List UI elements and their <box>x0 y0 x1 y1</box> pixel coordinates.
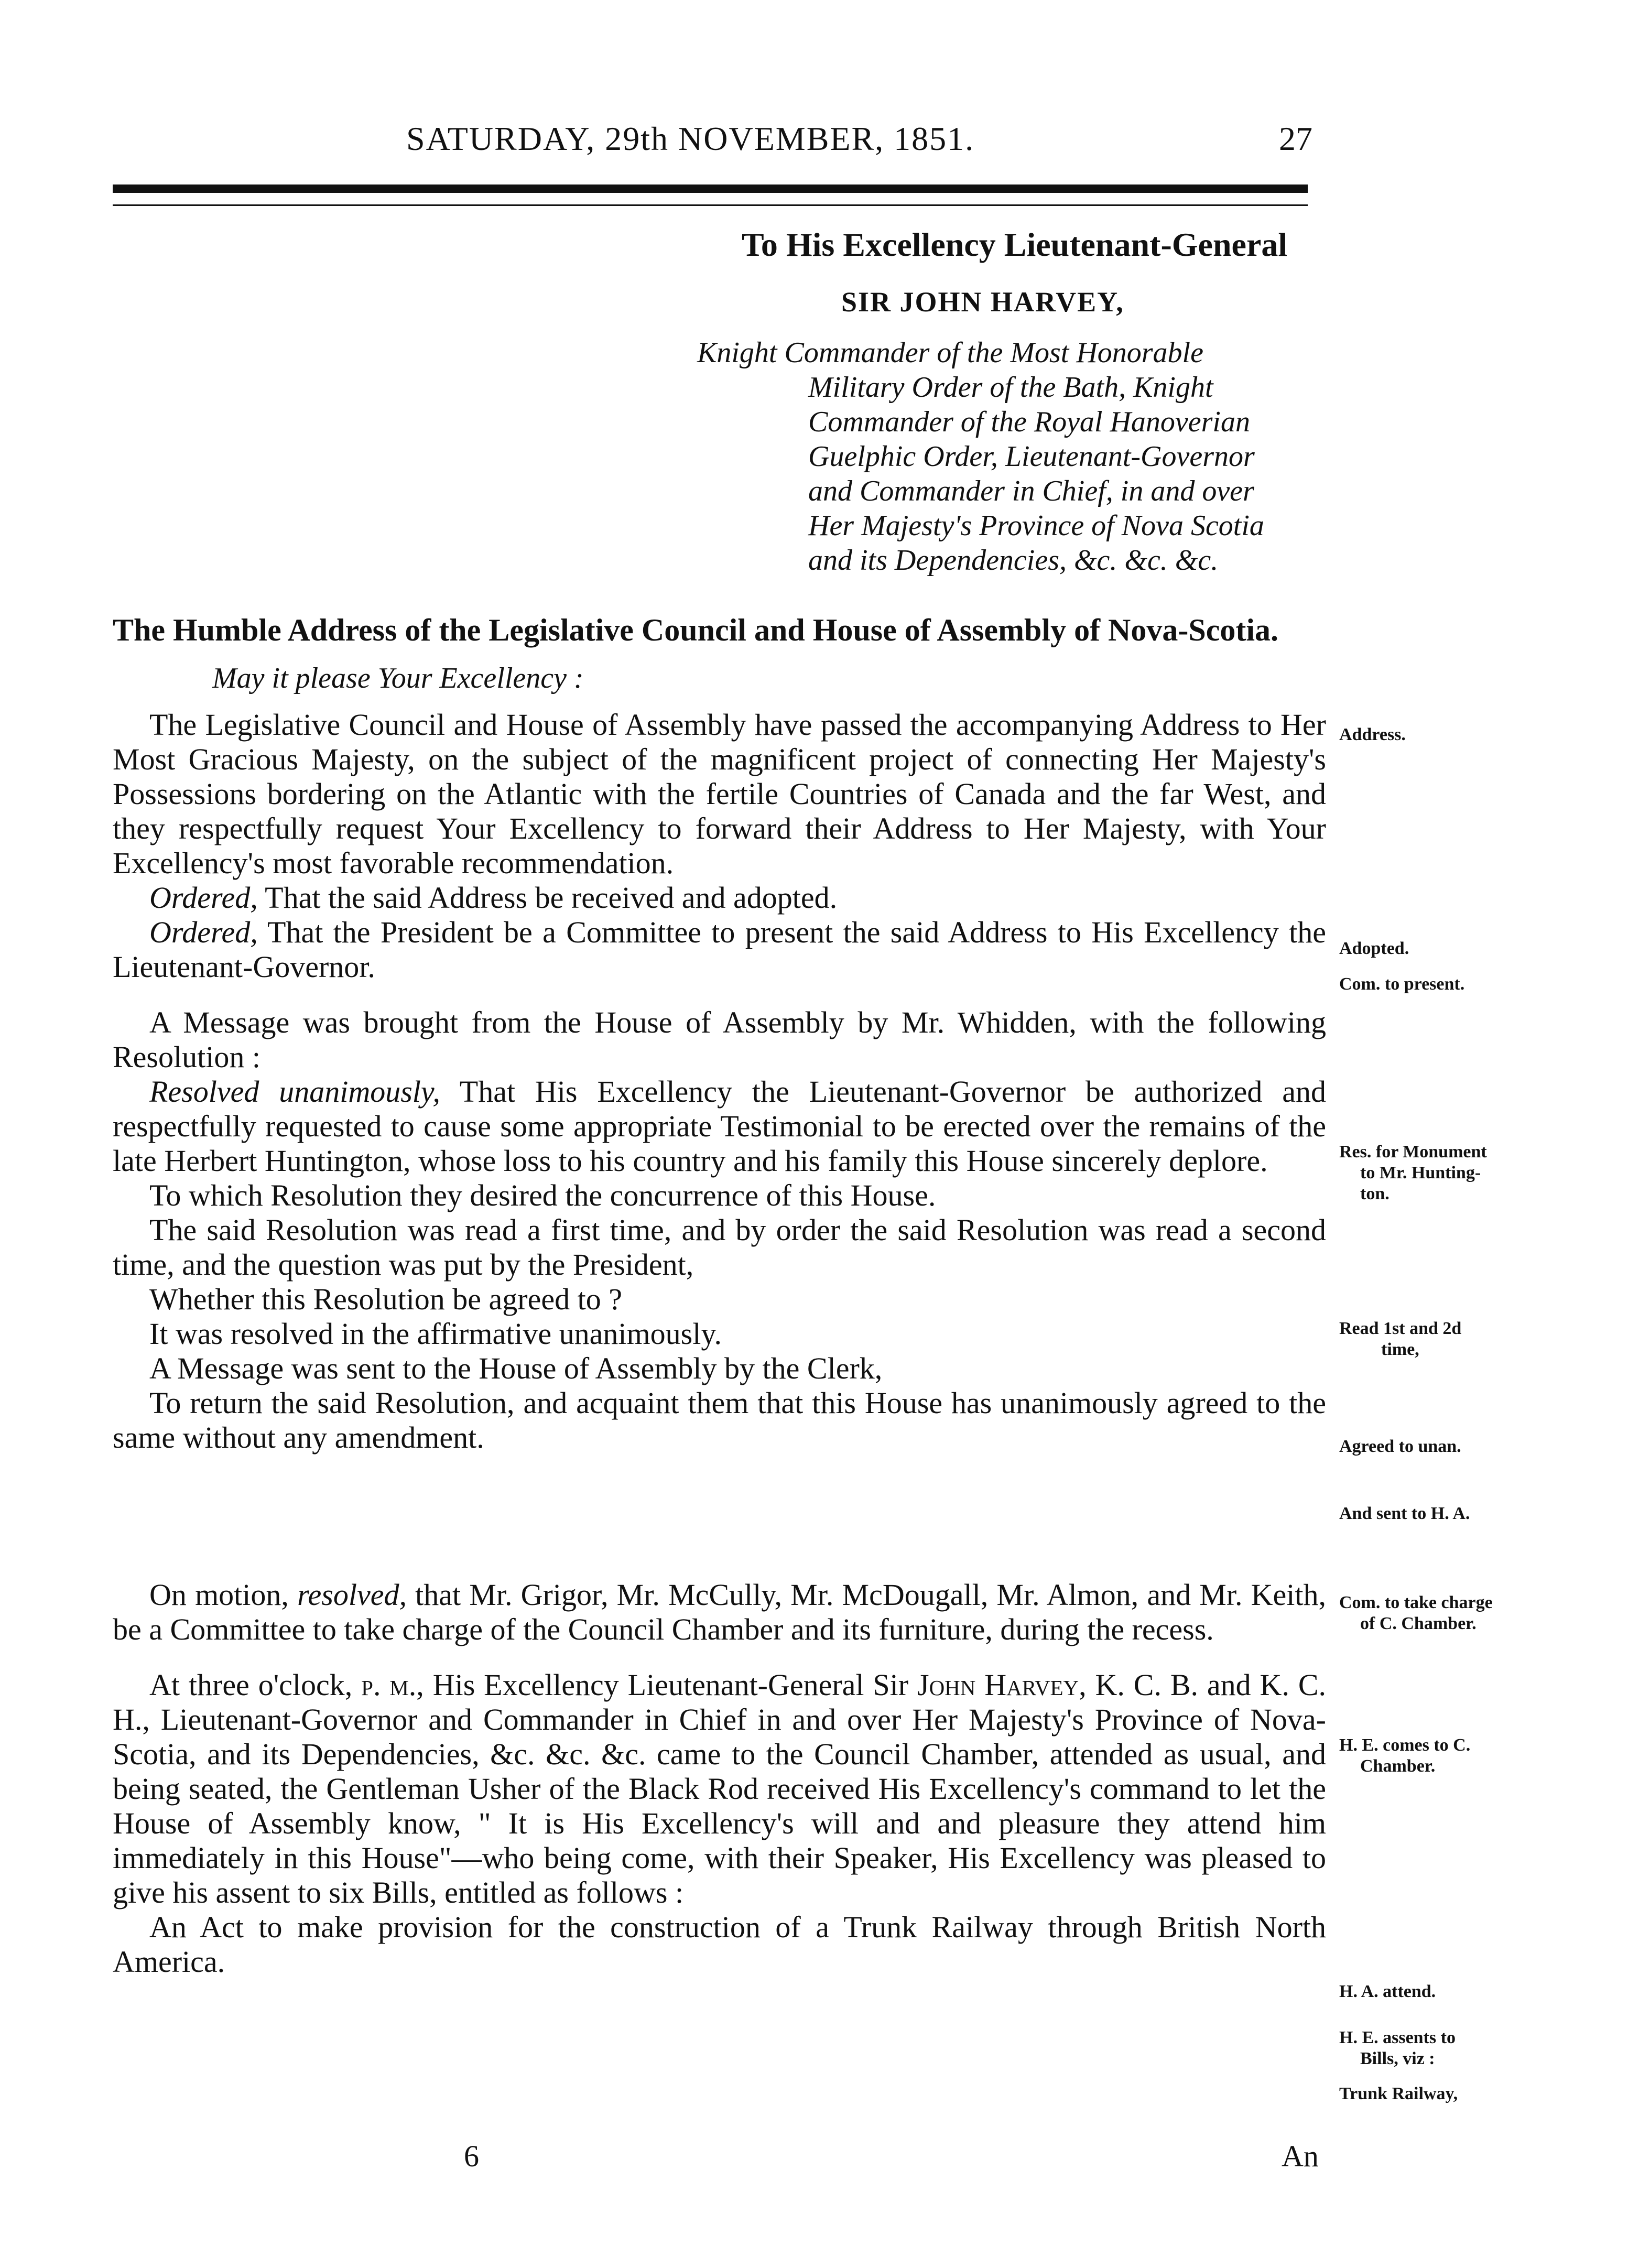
margin-note-line: of C. Chamber. <box>1360 1614 1477 1633</box>
paragraph-ordered-adopted <box>113 881 1326 915</box>
margin-note-line: to Mr. Hunting- <box>1360 1163 1481 1182</box>
paragraph-excellency <box>113 1668 1326 1910</box>
paragraph-message-sent: A Message was sent to the House of Assembly by the Clerk, <box>149 1351 883 1385</box>
resolved-label: Resolved unanimously, <box>149 1075 440 1109</box>
excellency-text: His Excellency Lieutenant-General Sir <box>432 1668 909 1702</box>
ordered-label: Ordered, <box>149 881 258 915</box>
address-style-line: Her Majesty's Province of Nova Scotia <box>808 509 1264 542</box>
margin-note-line: time, <box>1381 1340 1419 1359</box>
margin-note-he-comes <box>1339 1735 1470 1777</box>
margin-note-address: Address. <box>1339 725 1406 744</box>
paragraph-ordered-present <box>113 915 1326 984</box>
paragraph-resolution <box>113 1075 1326 1178</box>
header-rule-thin <box>113 204 1308 206</box>
address-style-line: Military Order of the Bath, Knight <box>808 371 1213 404</box>
address-style-block <box>697 335 1326 578</box>
margin-note-agreed: Agreed to unan. <box>1339 1437 1461 1456</box>
margin-note-monument <box>1339 1142 1487 1204</box>
margin-note-ha-attend: H. A. attend. <box>1339 1982 1436 2001</box>
catchword: An <box>1282 2139 1319 2173</box>
ordered-text: That the President be a Committee to present the said Address to His Excellency the Lieutenant-Governor. <box>113 915 1326 984</box>
address-style-line: Guelphic Order, Lieutenant-Governor <box>808 440 1255 473</box>
margin-note-com-present: Com. to present. <box>1339 974 1465 994</box>
margin-note-trunk: Trunk Railway, <box>1339 2084 1458 2103</box>
margin-note-line: Read 1st and 2d <box>1339 1319 1462 1338</box>
paragraph-return: To return the said Resolution, and acquaint them that this House has unanimously agreed to the same without any amendment. <box>113 1386 1326 1455</box>
address-style-line: and Commander in Chief, in and over <box>808 475 1254 507</box>
address-name: SIR JOHN HARVEY, <box>841 286 1124 318</box>
paragraph-trunk-railway-act: An Act to make provision for the construction of a Trunk Railway through British North America. <box>113 1910 1326 1979</box>
excellency-text-cont: K. C. B. and K. C. H., Lieutenant-Governor and Commander in Chief in and over Her Majesty's Province of Nova-Scotia, and its Dependencies, &c. &c. &c. came to the Council Chamber, attended as usual, and being seated, the Gentleman Usher of the Black Rod received His Excellency's command to let the House of Assembly know, " It is His Excellency's will and and pleasure they attend him immediately in this House"—who being come, with their Speaker, His Excellency was pleased to give his assent to six Bills, entitled as follows : <box>113 1668 1327 1909</box>
address-style-line: Knight Commander of the Most Honorable <box>697 337 1203 369</box>
margin-note-line: Bills, viz : <box>1360 2049 1435 2068</box>
page-number: 27 <box>1279 120 1312 157</box>
salutation: May it please Your Excellency : <box>212 662 584 694</box>
resolved-label: resolved, <box>297 1578 407 1612</box>
paragraph-question: Whether this Resolution be agreed to ? <box>149 1282 622 1316</box>
address-title: To His Excellency Lieutenant-General <box>742 226 1288 263</box>
margin-note-line: ton. <box>1360 1184 1390 1203</box>
paragraph-concurrence: To which Resolution they desired the concurrence of this House. <box>149 1178 936 1212</box>
resolution-text: That His Excellency the Lieutenant-Governor be authorized and respectfully requested to cause some appropriate Testimonial to be erected over the remains of the late Herbert Huntington, whose loss to his country and his family this House sincerely deplore. <box>113 1075 1326 1178</box>
margin-note-adopted: Adopted. <box>1339 939 1409 958</box>
address-style-line: and its Dependencies, &c. &c. &c. <box>808 544 1219 577</box>
margin-note-line: Chamber. <box>1360 1756 1436 1776</box>
body-text-lower <box>113 1578 1326 1979</box>
margin-note-assents <box>1339 2027 1456 2069</box>
paragraph-affirmative: It was resolved in the affirmative unanimously. <box>149 1317 722 1351</box>
paragraph-message-brought: A Message was brought from the House of Assembly by Mr. Whidden, with the following Resolution : <box>113 1005 1326 1074</box>
council-address-heading: The Humble Address of the Legislative Council and House of Assembly of Nova-Scotia. <box>113 613 1279 647</box>
motion-text: On motion, <box>149 1578 289 1612</box>
header-rule-thick <box>113 185 1308 193</box>
address-style-line: Commander of the Royal Hanoverian <box>808 406 1250 438</box>
running-head-date: SATURDAY, 29th NOVEMBER, 1851. <box>406 120 975 157</box>
paragraph-read: The said Resolution was read a first time, and by order the said Resolution was read a second time, and the question was put by the President, <box>113 1213 1326 1282</box>
margin-note-line: H. E. comes to C. <box>1339 1735 1471 1755</box>
margin-note-line: H. E. assents to <box>1339 2028 1456 2047</box>
section-gap <box>113 984 1326 1005</box>
time-text: At three o'clock, <box>149 1668 353 1702</box>
paragraph-address: The Legislative Council and House of Assembly have passed the accompanying Address to Her Most Gracious Majesty, on the subject of the magnificent project of connecting Her Majesty's Possessions bordering on the Atlantic with the fertile Countries of Canada and the far West, and they respectfully request Your Excellency to forward their Address to Her Majesty, with Your Excellency's most favorable recommendation. <box>113 708 1326 880</box>
margin-note-line: Com. to take charge <box>1339 1593 1493 1612</box>
ordered-label: Ordered, <box>149 915 258 949</box>
committee-text: that Mr. Grigor, Mr. McCully, Mr. McDougall, Mr. Almon, and Mr. Keith, be a Committee to take charge of the Council Chamber and its furniture, during the recess. <box>113 1578 1327 1646</box>
margin-note-read <box>1339 1318 1461 1360</box>
section-gap <box>113 1647 1326 1668</box>
governor-name: John Harvey, <box>917 1668 1087 1702</box>
margin-note-com-charge <box>1339 1592 1493 1634</box>
margin-note-line: Res. for Monument <box>1339 1142 1487 1162</box>
ordered-text: That the said Address be received and adopted. <box>265 881 838 915</box>
body-text-upper <box>113 708 1326 1455</box>
paragraph-committee <box>113 1578 1326 1647</box>
pm-text: p. m., <box>361 1668 424 1702</box>
signature-mark: 6 <box>464 2139 479 2173</box>
margin-note-sent: And sent to H. A. <box>1339 1504 1470 1523</box>
